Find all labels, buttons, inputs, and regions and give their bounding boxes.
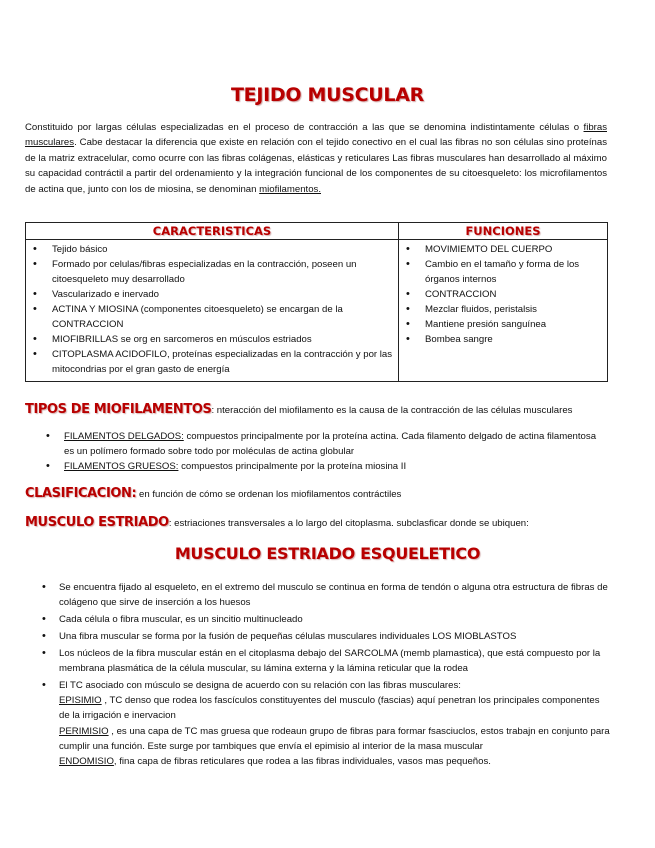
list-item: • Una fibra muscular se forma por la fusión de pequeñas células musculares individuales LOS MIOBLASTOS bbox=[42, 629, 610, 644]
caracteristicas-header: CARACTERISTICAS bbox=[26, 223, 399, 240]
perimisio-text: , es una capa de TC mas gruesa que rodeaun grupo de fibras para formar fsasciuclos, estos trabajn en conjunto para cumplir una función. Este surge por tambiques que envía el epimisio al interior de la masa muscular bbox=[59, 725, 610, 752]
perimisio-label: PERIMISIO bbox=[59, 725, 109, 737]
intro-paragraph bbox=[25, 120, 607, 197]
list-item: • Formado por celulas/fibras especializadas en la contracción, poseen un citoesqueleto muy desarrollado bbox=[30, 257, 394, 287]
esqueletico-list bbox=[42, 580, 610, 771]
filamentos-gruesos-text: compuestos principalmente por la proteína miosina II bbox=[178, 461, 407, 472]
features-table bbox=[25, 222, 608, 382]
tipos-section bbox=[25, 402, 572, 418]
list-item: • Mantiene presión sanguínea bbox=[403, 317, 603, 332]
caracteristicas-cell bbox=[26, 240, 399, 382]
filamentos-list bbox=[46, 429, 606, 474]
perimisio-paragraph bbox=[59, 724, 610, 754]
endomisio-label: ENDOMISIO bbox=[59, 755, 114, 767]
list-item bbox=[42, 678, 610, 769]
episimio-text: , TC denso que rodea los fascículos constituyentes del musculo (fascias) aquí penetran los principales componentes de la irrigación e inervacion bbox=[59, 695, 600, 722]
tipos-text: : nteracción del miofilamento es la causa de la contracción de las células musculares bbox=[211, 405, 573, 416]
funciones-list bbox=[403, 242, 603, 347]
fibras-musculares-term: fibras musculares bbox=[25, 122, 607, 149]
clasificacion-text: en función de cómo se ordenan los miofilamentos contráctiles bbox=[136, 489, 402, 500]
list-item: • Tejido básico bbox=[30, 242, 394, 257]
episimio-paragraph bbox=[59, 693, 610, 723]
filamentos-gruesos-label: FILAMENTOS GRUESOS: bbox=[64, 461, 179, 472]
list-item: • Los núcleos de la fibra muscular están en el citoplasma debajo del SARCOLMA (memb plamastica), que está compuesto por la membrana plasmática de la célula muscular, su lámina externa y la lámina reticular que la rodea bbox=[42, 646, 610, 676]
tipos-heading: TIPOS DE MIOFILAMENTOS bbox=[25, 402, 212, 417]
caracteristicas-list bbox=[30, 242, 394, 377]
list-item: • Mezclar fluidos, peristalsis bbox=[403, 302, 603, 317]
esqueletico-heading: MUSCULO ESTRIADO ESQUELETICO bbox=[174, 544, 481, 563]
endomisio-paragraph bbox=[59, 754, 610, 769]
clasificacion-section bbox=[25, 486, 401, 502]
endomisio-text: , fina capa de fibras reticulares que rodea a las fibras individuales, vasos mas pequeños. bbox=[113, 755, 491, 767]
list-item: • Vascularizado e inervado bbox=[30, 287, 394, 302]
estriado-section bbox=[25, 515, 529, 531]
list-item bbox=[46, 459, 606, 474]
table-header-row bbox=[26, 223, 608, 240]
episimio-label: EPISIMIO bbox=[59, 695, 102, 707]
list-item: • MOVIMIEMTO DEL CUERPO bbox=[403, 242, 603, 257]
list-item: • CONTRACCION bbox=[403, 287, 603, 302]
filamentos-delgados-text: compuestos principalmente por la proteína actina. Cada filamento delgado de actina filamentosa es un polímero formado sobre todo por moléculas de actina globular bbox=[64, 431, 597, 457]
clasificacion-heading: CLASIFICACION: bbox=[25, 486, 137, 501]
intro-text-1: Constituido por largas células especializadas en el proceso de contracción a las que se denomina indistintamente células o bbox=[25, 122, 584, 133]
list-item bbox=[46, 429, 606, 459]
estriado-heading: MUSCULO ESTRIADO bbox=[25, 515, 169, 530]
list-item: • ACTINA Y MIOSINA (componentes citoesqueleto) se encargan de la CONTRACCION bbox=[30, 302, 394, 332]
funciones-header: FUNCIONES bbox=[399, 223, 608, 240]
estriado-text: : estriaciones transversales a lo largo del citoplasma. subclasficar donde se ubiquen: bbox=[168, 518, 529, 529]
filamentos-delgados-label: FILAMENTOS DELGADOS: bbox=[64, 431, 184, 442]
page-title: TEJIDO MUSCULAR bbox=[231, 84, 424, 106]
list-item: • Bombea sangre bbox=[403, 332, 603, 347]
intro-text-2: . Cabe destacar la diferencia que existe en relación con el tejido conectivo en el cual las fibras no son células sino proteínas de la matriz extracelular, como ocurre con las fibras colágenas, elásticas y reticulares Las fibras musculares han desarrollado al máximo su capacidad contráctil a partir del ordenamiento y la integración funcional de los componentes de su citoesqueleto: los microfilamentos de actina que, junto con los de miosina, se denominan bbox=[25, 137, 607, 195]
list-item: • MIOFIBRILLAS se org en sarcomeros en músculos estriados bbox=[30, 332, 394, 347]
list-item: • Se encuentra fijado al esqueleto, en el extremo del musculo se continua en forma de tendón o alguna otra estructura de fibras de colágeno que sirve de inserción a los huesos bbox=[42, 580, 610, 610]
list-item: • Cada célula o fibra muscular, es un sincitio multinucleado bbox=[42, 612, 610, 627]
tc-text: El TC asociado con músculo se designa de acuerdo con su relación con las fibras musculares: bbox=[59, 679, 461, 691]
list-item: • CITOPLASMA ACIDOFILO, proteínas especializadas en la contracción y por las mitocondrias por el gran gasto de energía bbox=[30, 347, 394, 377]
table-row bbox=[26, 240, 608, 382]
miofilamentos-term: miofilamentos. bbox=[259, 183, 321, 195]
list-item: • Cambio en el tamaño y forma de los órganos internos bbox=[403, 257, 603, 287]
funciones-cell bbox=[399, 240, 608, 382]
